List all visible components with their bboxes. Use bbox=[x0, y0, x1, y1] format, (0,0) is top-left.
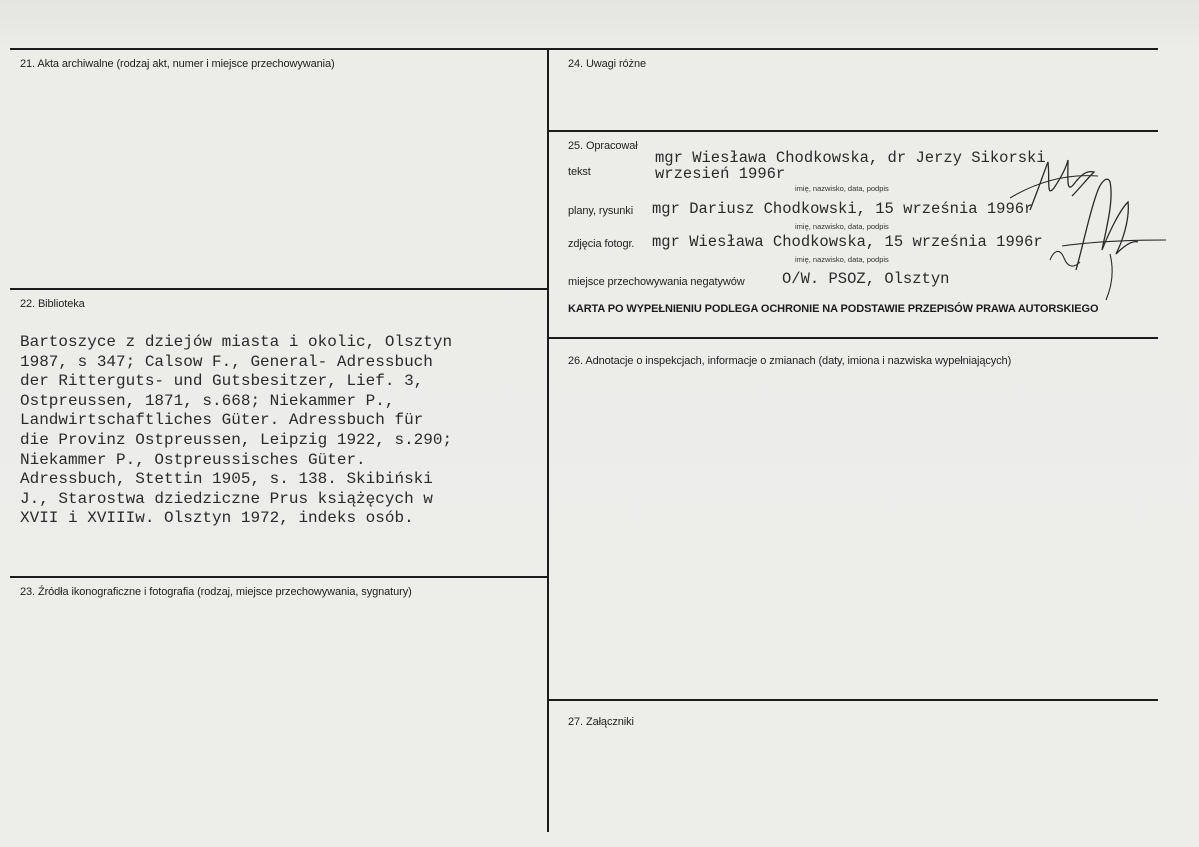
section-25-label: 25. Opracował bbox=[568, 140, 638, 152]
bibliography-text: Bartoszyce z dziejów miasta i okolic, Olsztyn 1987, s 347; Calsow F., General- Adressbuch der Ritterguts- und Gutsbesitzer, Lief. 3, Ostpreussen, 1871, s.668; Niekammer P., Landwirtschaftliches Güter. Adressbuch für die Provinz Ostpreussen, Leipzig 1922, s.290; Niekammer P., Ostpreussisches Güter. Adressbuch, Stettin 1905, s. 138. Skibiński J., Starostwa dziedziczne Prus książęcych w XVII i XVIIIw. Olsztyn 1972, indeks osób. bbox=[20, 333, 453, 528]
section-27-label: 27. Załączniki bbox=[568, 716, 634, 728]
tekst-hint: imię, nazwisko, data, podpis bbox=[795, 184, 889, 193]
center-divider bbox=[547, 48, 549, 832]
section-22-label: 22. Biblioteka bbox=[20, 298, 85, 310]
zdjecia-hint: imię, nazwisko, data, podpis bbox=[795, 255, 889, 264]
rule-21-22 bbox=[10, 288, 548, 290]
zdjecia-label: zdjęcia fotogr. bbox=[568, 238, 635, 250]
rule-26-27 bbox=[548, 699, 1158, 701]
copyright-note: KARTA PO WYPEŁNIENIU PODLEGA OCHRONIE NA PODSTAWIE PRZEPISÓW PRAWA AUTORSKIEGO bbox=[568, 303, 1099, 315]
section-24-label: 24. Uwagi różne bbox=[568, 58, 646, 70]
plany-hint: imię, nazwisko, data, podpis bbox=[795, 222, 889, 231]
section-23-label: 23. Źródła ikonograficzne i fotografia (rodzaj, miejsce przechowywania, sygnatury) bbox=[20, 586, 412, 598]
plany-value: mgr Dariusz Chodkowski, 15 września 1996r bbox=[652, 200, 1034, 218]
rule-24-25 bbox=[548, 130, 1158, 132]
tekst-value-line2: wrzesień 1996r bbox=[655, 165, 786, 183]
negatywy-label: miejsce przechowywania negatywów bbox=[568, 276, 745, 288]
rule-22-23 bbox=[10, 576, 548, 578]
tekst-value-line1: mgr Wiesława Chodkowska, dr Jerzy Sikorski bbox=[655, 149, 1046, 167]
tekst-label: tekst bbox=[568, 166, 591, 178]
zdjecia-value: mgr Wiesława Chodkowska, 15 września 1996r bbox=[652, 233, 1043, 251]
rule-25-26 bbox=[548, 337, 1158, 339]
plany-label: plany, rysunki bbox=[568, 205, 634, 217]
top-rule bbox=[10, 48, 1158, 50]
negatywy-value: O/W. PSOZ, Olsztyn bbox=[782, 270, 950, 288]
signature-image bbox=[1010, 150, 1180, 310]
section-26-label: 26. Adnotacje o inspekcjach, informacje o zmianach (daty, imiona i nazwiska wypełniających) bbox=[568, 355, 1012, 367]
section-21-label: 21. Akta archiwalne (rodzaj akt, numer i miejsce przechowywania) bbox=[20, 58, 335, 70]
